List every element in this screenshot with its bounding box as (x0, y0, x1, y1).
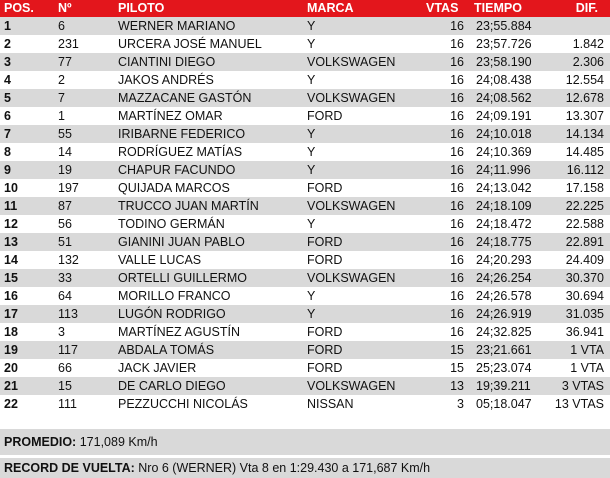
record-value: Nro 6 (WERNER) Vta 8 en 1:29.430 a 171,687 Km/h (134, 461, 431, 475)
laps-cell: 3 (457, 397, 464, 411)
table-row (0, 161, 610, 179)
driver-cell: GIANINI JUAN PABLO (114, 233, 303, 251)
table-row (0, 71, 610, 89)
laps-cell: 16 (422, 53, 470, 71)
gap-cell: 31.035 (548, 305, 610, 323)
number-cell: 87 (54, 197, 114, 215)
brand-cell: Y (307, 289, 316, 303)
laps-cell: 16 (450, 217, 464, 231)
position-cell: 8 (4, 145, 11, 159)
time-cell: 23;57.726 (476, 37, 532, 51)
table-row (0, 395, 610, 413)
brand-cell: FORD (307, 361, 343, 375)
laps-cell: 15 (450, 361, 464, 375)
gap-cell: 22.588 (565, 217, 604, 231)
driver-cell: WERNER MARIANO (114, 17, 303, 35)
table-row (0, 143, 610, 161)
time-cell: 24;26.254 (470, 269, 548, 287)
gap-cell: 30.694 (565, 289, 604, 303)
number-cell: 14 (58, 145, 72, 159)
position-cell: 1 (0, 17, 54, 35)
driver-cell: MARTÍNEZ AGUSTÍN (118, 325, 241, 339)
time-cell: 24;13.042 (476, 181, 532, 195)
laps-cell: 16 (422, 233, 470, 251)
brand-cell: FORD (303, 233, 422, 251)
header-vtas: VTAS (422, 0, 470, 17)
laps-cell: 16 (450, 109, 464, 123)
header-marca: MARCA (303, 0, 422, 17)
driver-cell: MORILLO FRANCO (118, 289, 231, 303)
table-row (0, 359, 610, 377)
number-cell: 111 (58, 397, 78, 411)
position-cell: 4 (4, 73, 11, 87)
driver-cell: DE CARLO DIEGO (114, 377, 303, 395)
number-cell: 117 (54, 341, 114, 359)
number-cell: 51 (54, 233, 114, 251)
brand-cell: VOLKSWAGEN (303, 269, 422, 287)
brand-cell: Y (307, 145, 316, 159)
driver-cell: VALLE LUCAS (118, 253, 202, 267)
driver-cell: ORTELLI GUILLERMO (114, 269, 303, 287)
number-cell: 55 (54, 125, 114, 143)
position-cell: 20 (4, 361, 18, 375)
gap-cell: 13 VTAS (554, 397, 604, 411)
brand-cell: Y (303, 305, 422, 323)
driver-cell: QUIJADA MARCOS (118, 181, 230, 195)
brand-cell: FORD (307, 325, 343, 339)
position-cell: 6 (4, 109, 11, 123)
table-row (0, 17, 610, 35)
driver-cell: CIANTINI DIEGO (114, 53, 303, 71)
laps-cell: 16 (450, 325, 464, 339)
time-cell: 24;32.825 (476, 325, 532, 339)
time-cell: 24;26.578 (476, 289, 532, 303)
position-cell: 18 (4, 325, 18, 339)
table-row (0, 269, 610, 287)
table-row (0, 341, 610, 359)
driver-cell: JACK JAVIER (118, 361, 197, 375)
brand-cell: VOLKSWAGEN (303, 53, 422, 71)
laps-cell: 13 (422, 377, 470, 395)
position-cell: 14 (4, 253, 18, 267)
position-cell: 21 (0, 377, 54, 395)
position-cell: 7 (0, 125, 54, 143)
lap-record (0, 458, 610, 478)
header-pos: POS. (0, 0, 54, 17)
brand-cell: Y (303, 161, 422, 179)
gap-cell: 14.485 (565, 145, 604, 159)
laps-cell: 16 (422, 197, 470, 215)
position-cell: 5 (0, 89, 54, 107)
position-cell: 22 (4, 397, 18, 411)
time-cell: 24;10.369 (476, 145, 532, 159)
position-cell: 12 (4, 217, 18, 231)
gap-cell: 3 VTAS (548, 377, 610, 395)
number-cell: 77 (54, 53, 114, 71)
position-cell: 19 (0, 341, 54, 359)
gap-cell: 16.112 (548, 161, 610, 179)
driver-cell: MARTÍNEZ OMAR (118, 109, 223, 123)
laps-cell: 16 (422, 89, 470, 107)
position-cell: 3 (0, 53, 54, 71)
laps-cell: 16 (422, 125, 470, 143)
gap-cell: 30.370 (548, 269, 610, 287)
table-row (0, 377, 610, 395)
time-cell: 25;23.074 (476, 361, 532, 375)
header-num: Nº (54, 0, 114, 17)
brand-cell: FORD (307, 181, 343, 195)
position-cell: 16 (4, 289, 18, 303)
header-piloto: PILOTO (114, 0, 303, 17)
gap-cell: 17.158 (565, 181, 604, 195)
average-speed (0, 429, 610, 455)
header-dif: DIF. (548, 0, 610, 17)
laps-cell: 16 (422, 161, 470, 179)
driver-cell: ABDALA TOMÁS (114, 341, 303, 359)
number-cell: 197 (58, 181, 79, 195)
number-cell: 113 (54, 305, 114, 323)
time-cell: 24;10.018 (470, 125, 548, 143)
time-cell: 24;18.472 (476, 217, 532, 231)
gap-cell: 12.678 (548, 89, 610, 107)
number-cell: 231 (58, 37, 79, 51)
brand-cell: Y (307, 73, 316, 87)
laps-cell: 16 (422, 269, 470, 287)
gap-cell: 36.941 (565, 325, 604, 339)
driver-cell: PEZZUCCHI NICOLÁS (118, 397, 248, 411)
number-cell: 15 (54, 377, 114, 395)
time-cell: 24;11.996 (470, 161, 548, 179)
position-cell: 11 (0, 197, 54, 215)
brand-cell: VOLKSWAGEN (303, 197, 422, 215)
position-cell: 15 (0, 269, 54, 287)
table-row (0, 53, 610, 71)
time-cell: 24;18.109 (470, 197, 548, 215)
number-cell: 2 (58, 73, 65, 87)
gap-cell: 22.225 (548, 197, 610, 215)
table-row (0, 179, 610, 197)
brand-cell: Y (303, 17, 422, 35)
header-tiempo: TIEMPO (470, 0, 548, 17)
laps-cell: 16 (422, 17, 470, 35)
position-cell: 9 (0, 161, 54, 179)
record-label: RECORD DE VUELTA: (4, 461, 135, 475)
gap-cell: 24.409 (565, 253, 604, 267)
gap-cell: 12.554 (565, 73, 604, 87)
gap-cell (548, 17, 610, 35)
time-cell: 24;09.191 (476, 109, 532, 123)
table-row (0, 107, 610, 125)
brand-cell: Y (307, 217, 316, 231)
brand-cell: VOLKSWAGEN (303, 89, 422, 107)
laps-cell: 16 (422, 305, 470, 323)
driver-cell: URCERA JOSÉ MANUEL (118, 37, 262, 51)
time-cell: 23;58.190 (470, 53, 548, 71)
brand-cell: FORD (307, 253, 343, 267)
driver-cell: JAKOS ANDRÉS (118, 73, 214, 87)
time-cell: 23;21.661 (470, 341, 548, 359)
gap-cell: 1 VTA (570, 361, 604, 375)
table-row (0, 89, 610, 107)
brand-cell: Y (303, 125, 422, 143)
time-cell: 24;20.293 (476, 253, 532, 267)
laps-cell: 16 (450, 253, 464, 267)
brand-cell: NISSAN (307, 397, 354, 411)
driver-cell: IRIBARNE FEDERICO (114, 125, 303, 143)
table-row (0, 125, 610, 143)
laps-cell: 15 (422, 341, 470, 359)
time-cell: 05;18.047 (476, 397, 532, 411)
laps-cell: 16 (450, 37, 464, 51)
time-cell: 24;08.562 (470, 89, 548, 107)
average-label: PROMEDIO: (4, 435, 77, 449)
gap-cell: 22.891 (548, 233, 610, 251)
table-row (0, 251, 610, 269)
time-cell: 23;55.884 (470, 17, 548, 35)
average-value: 171,089 Km/h (76, 435, 158, 449)
number-cell: 7 (54, 89, 114, 107)
brand-cell: VOLKSWAGEN (303, 377, 422, 395)
driver-cell: TODINO GERMÁN (118, 217, 225, 231)
laps-cell: 16 (450, 145, 464, 159)
gap-cell: 2.306 (548, 53, 610, 71)
laps-cell: 16 (450, 289, 464, 303)
driver-cell: LUGÓN RODRIGO (114, 305, 303, 323)
time-cell: 19;39.211 (470, 377, 548, 395)
gap-cell: 13.307 (565, 109, 604, 123)
position-cell: 17 (0, 305, 54, 323)
gap-cell: 1.842 (572, 37, 604, 51)
driver-cell: MAZZACANE GASTÓN (114, 89, 303, 107)
laps-cell: 16 (450, 181, 464, 195)
position-cell: 10 (4, 181, 18, 195)
gap-cell: 14.134 (548, 125, 610, 143)
table-row (0, 197, 610, 215)
number-cell: 3 (58, 325, 65, 339)
number-cell: 1 (58, 109, 65, 123)
table-row (0, 323, 610, 341)
table-row (0, 215, 610, 233)
laps-cell: 16 (450, 73, 464, 87)
table-row (0, 35, 610, 53)
number-cell: 6 (54, 17, 114, 35)
time-cell: 24;18.775 (470, 233, 548, 251)
position-cell: 13 (0, 233, 54, 251)
table-row (0, 287, 610, 305)
brand-cell: FORD (303, 341, 422, 359)
number-cell: 66 (58, 361, 72, 375)
number-cell: 64 (58, 289, 72, 303)
number-cell: 132 (58, 253, 79, 267)
number-cell: 56 (58, 217, 72, 231)
brand-cell: FORD (307, 109, 343, 123)
brand-cell: Y (307, 37, 316, 51)
position-cell: 2 (4, 37, 11, 51)
time-cell: 24;08.438 (476, 73, 532, 87)
results-body (0, 17, 610, 413)
gap-cell: 1 VTA (548, 341, 610, 359)
table-row (0, 305, 610, 323)
header-row (0, 0, 610, 17)
number-cell: 19 (54, 161, 114, 179)
driver-cell: RODRÍGUEZ MATÍAS (118, 145, 243, 159)
number-cell: 33 (54, 269, 114, 287)
table-row (0, 233, 610, 251)
driver-cell: CHAPUR FACUNDO (114, 161, 303, 179)
time-cell: 24;26.919 (470, 305, 548, 323)
driver-cell: TRUCCO JUAN MARTÍN (114, 197, 303, 215)
